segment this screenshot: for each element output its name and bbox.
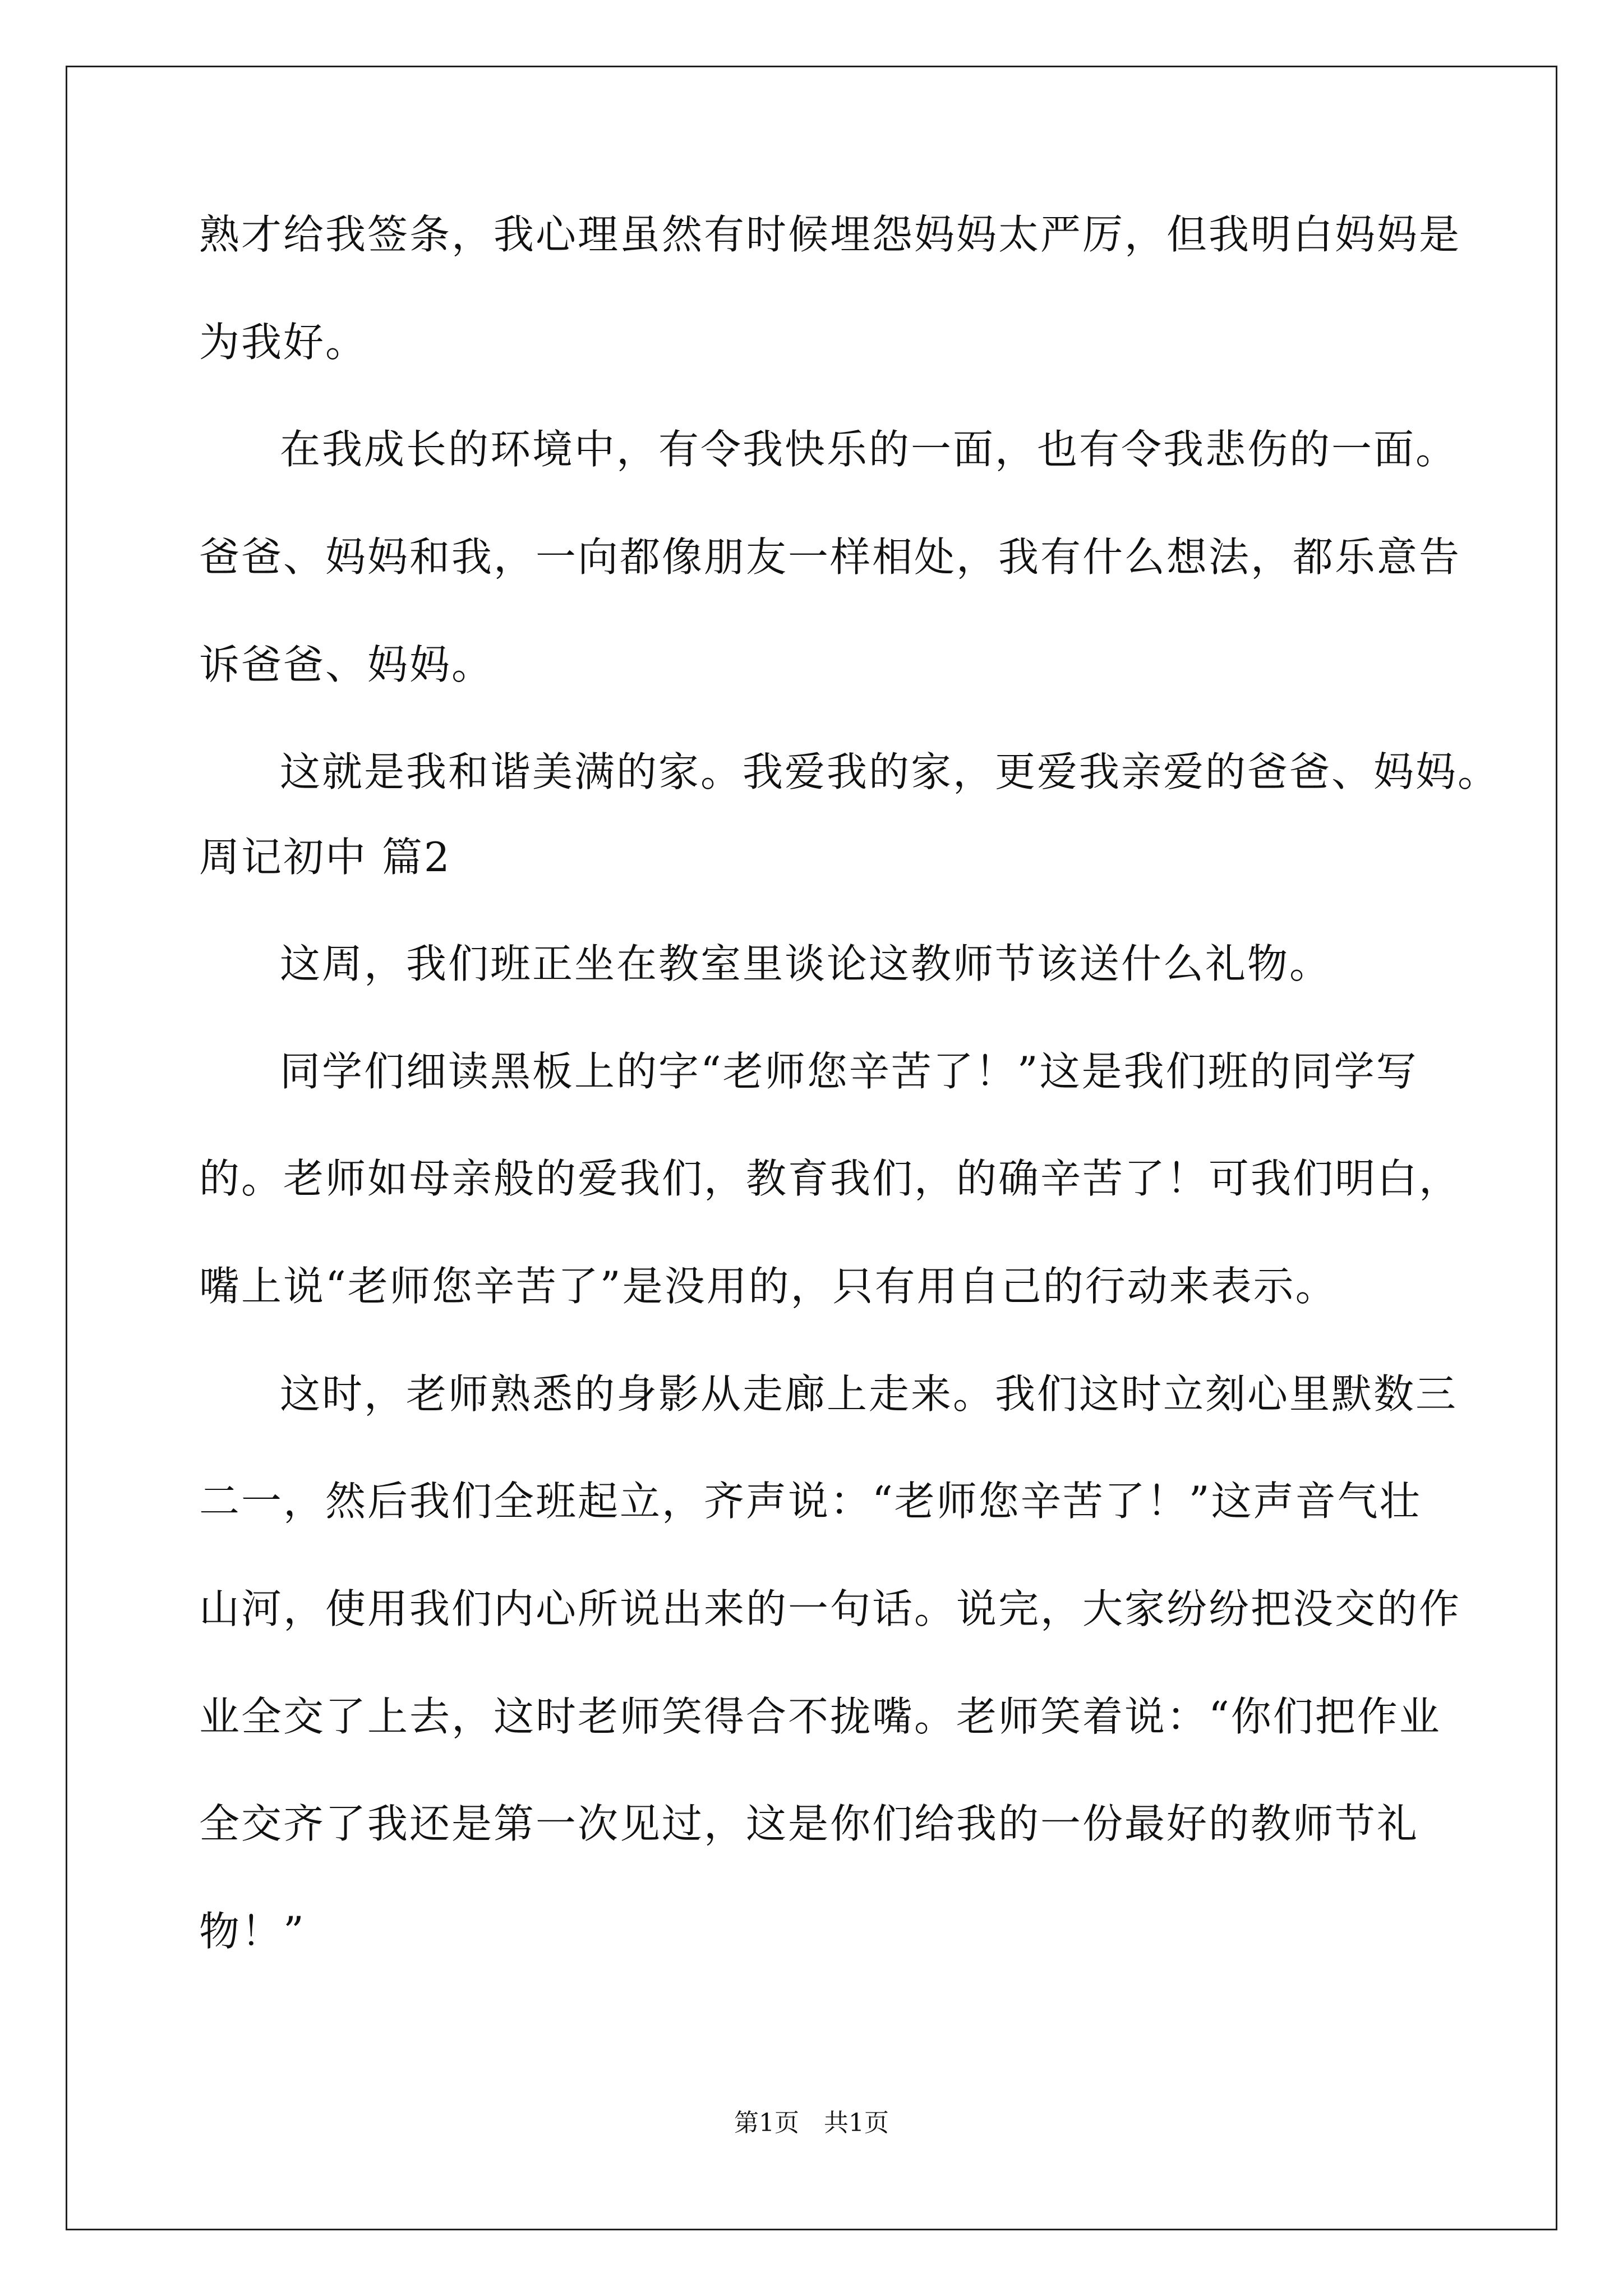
text-line: 业全交了上去，这时老师笑得合不拢嘴。老师笑着说：“你们把作业 bbox=[199, 1693, 1441, 1740]
paragraph-start-line: 这时，老师熟悉的身影从走廊上走来。我们这时立刻心里默数三 bbox=[280, 1370, 1458, 1418]
page-number-current: 第1页 bbox=[734, 2109, 799, 2137]
page-footer bbox=[0, 2106, 1623, 2140]
text-line: 诉爸爸、妈妈。 bbox=[199, 641, 494, 688]
text-line: 爸爸、妈妈和我，一向都像朋友一样相处，我有什么想法，都乐意告 bbox=[199, 533, 1461, 581]
text-line: 的。老师如母亲般的爱我们，教育我们，的确辛苦了！可我们明白， bbox=[199, 1155, 1461, 1202]
text-line: 全交齐了我还是第一次见过，这是你们给我的一份最好的教师节礼 bbox=[199, 1800, 1419, 1847]
text-line: 二一，然后我们全班起立，齐声说：“老师您辛苦了！”这声音气壮 bbox=[199, 1478, 1422, 1525]
section-heading: 周记初中 篇2 bbox=[199, 834, 451, 881]
text-line: 山河，使用我们内心所说出来的一句话。说完，大家纷纷把没交的作 bbox=[199, 1585, 1461, 1632]
text-line: 物！” bbox=[199, 1908, 306, 1955]
paragraph-start-line: 同学们细读黑板上的字“老师您辛苦了！”这是我们班的同学写 bbox=[280, 1048, 1418, 1095]
text-line: 嘴上说“老师您辛苦了”是没用的，只有用自己的行动来表示。 bbox=[199, 1263, 1338, 1310]
text-line: 熟才给我签条，我心理虽然有时候埋怨妈妈太严厉，但我明白妈妈是 bbox=[199, 211, 1461, 258]
paragraph-start-line: 这周，我们班正坐在教室里谈论这教师节该送什么礼物。 bbox=[280, 940, 1332, 987]
page-number-total: 共1页 bbox=[824, 2109, 889, 2137]
text-line: 为我好。 bbox=[199, 319, 368, 366]
paragraph-start-line: 在我成长的环境中，有令我快乐的一面，也有令我悲伤的一面。 bbox=[280, 426, 1458, 473]
paragraph-start-line: 这就是我和谐美满的家。我爱我的家，更爱我亲爱的爸爸、妈妈。 bbox=[280, 748, 1500, 795]
